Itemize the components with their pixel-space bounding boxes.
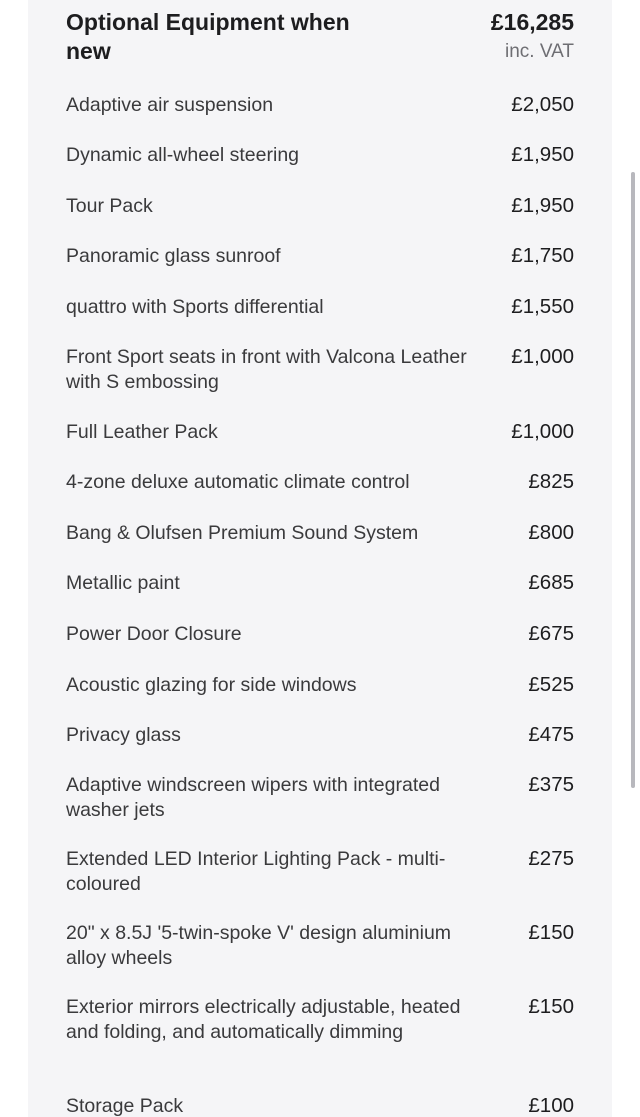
- equipment-name: quattro with Sports differential: [66, 296, 324, 318]
- equipment-name: Metallic paint: [66, 572, 180, 594]
- equipment-name: 20" x 8.5J '5-twin-spoke V' design aluminium alloy wheels: [66, 922, 452, 969]
- equipment-name: Power Door Closure: [66, 623, 242, 645]
- equipment-price: £475: [528, 723, 574, 746]
- equipment-price: £1,000: [511, 420, 574, 443]
- equipment-price: £1,950: [511, 194, 574, 217]
- equipment-name: Adaptive air suspension: [66, 94, 274, 116]
- equipment-name: Exterior mirrors electrically adjustable, heated and folding, and automatically dimming: [66, 996, 461, 1043]
- equipment-name: Front Sport seats in front with Valcona Leather with S embossing: [66, 346, 467, 393]
- equipment-price: £825: [528, 470, 574, 493]
- equipment-name: 4-zone deluxe automatic climate control: [66, 471, 410, 493]
- equipment-name: Storage Pack: [66, 1095, 184, 1117]
- equipment-name: Full Leather Pack: [66, 421, 218, 443]
- equipment-price: £685: [528, 571, 574, 594]
- equipment-name: Panoramic glass sunroof: [66, 245, 281, 267]
- optional-equipment-card: [28, 0, 612, 1117]
- equipment-name: Acoustic glazing for side windows: [66, 674, 357, 696]
- equipment-name: Dynamic all-wheel steering: [66, 144, 300, 166]
- equipment-price: £275: [528, 847, 574, 870]
- section-title: Optional Equipment when new: [66, 9, 350, 64]
- equipment-name: Bang & Olufsen Premium Sound System: [66, 522, 419, 544]
- equipment-price: £150: [528, 921, 574, 944]
- equipment-price: £1,750: [511, 244, 574, 267]
- equipment-name: Privacy glass: [66, 724, 181, 746]
- equipment-price: £525: [528, 673, 574, 696]
- equipment-price: £100: [528, 1094, 574, 1117]
- equipment-price: £2,050: [511, 93, 574, 116]
- equipment-name: Adaptive windscreen wipers with integrated washer jets: [66, 774, 440, 821]
- equipment-price: £1,550: [511, 295, 574, 318]
- equipment-price: £1,950: [511, 143, 574, 166]
- equipment-name: Extended LED Interior Lighting Pack - multi-coloured: [66, 848, 446, 895]
- equipment-price: £675: [528, 622, 574, 645]
- equipment-name: Tour Pack: [66, 195, 153, 217]
- equipment-price: £375: [528, 773, 574, 796]
- card-header: [66, 8, 574, 68]
- equipment-price: £150: [528, 995, 574, 1018]
- equipment-price: £1,000: [511, 345, 574, 368]
- vat-note: inc. VAT: [505, 41, 574, 62]
- total-price: £16,285: [490, 9, 574, 35]
- vertical-scrollbar[interactable]: [631, 172, 635, 788]
- equipment-price: £800: [528, 521, 574, 544]
